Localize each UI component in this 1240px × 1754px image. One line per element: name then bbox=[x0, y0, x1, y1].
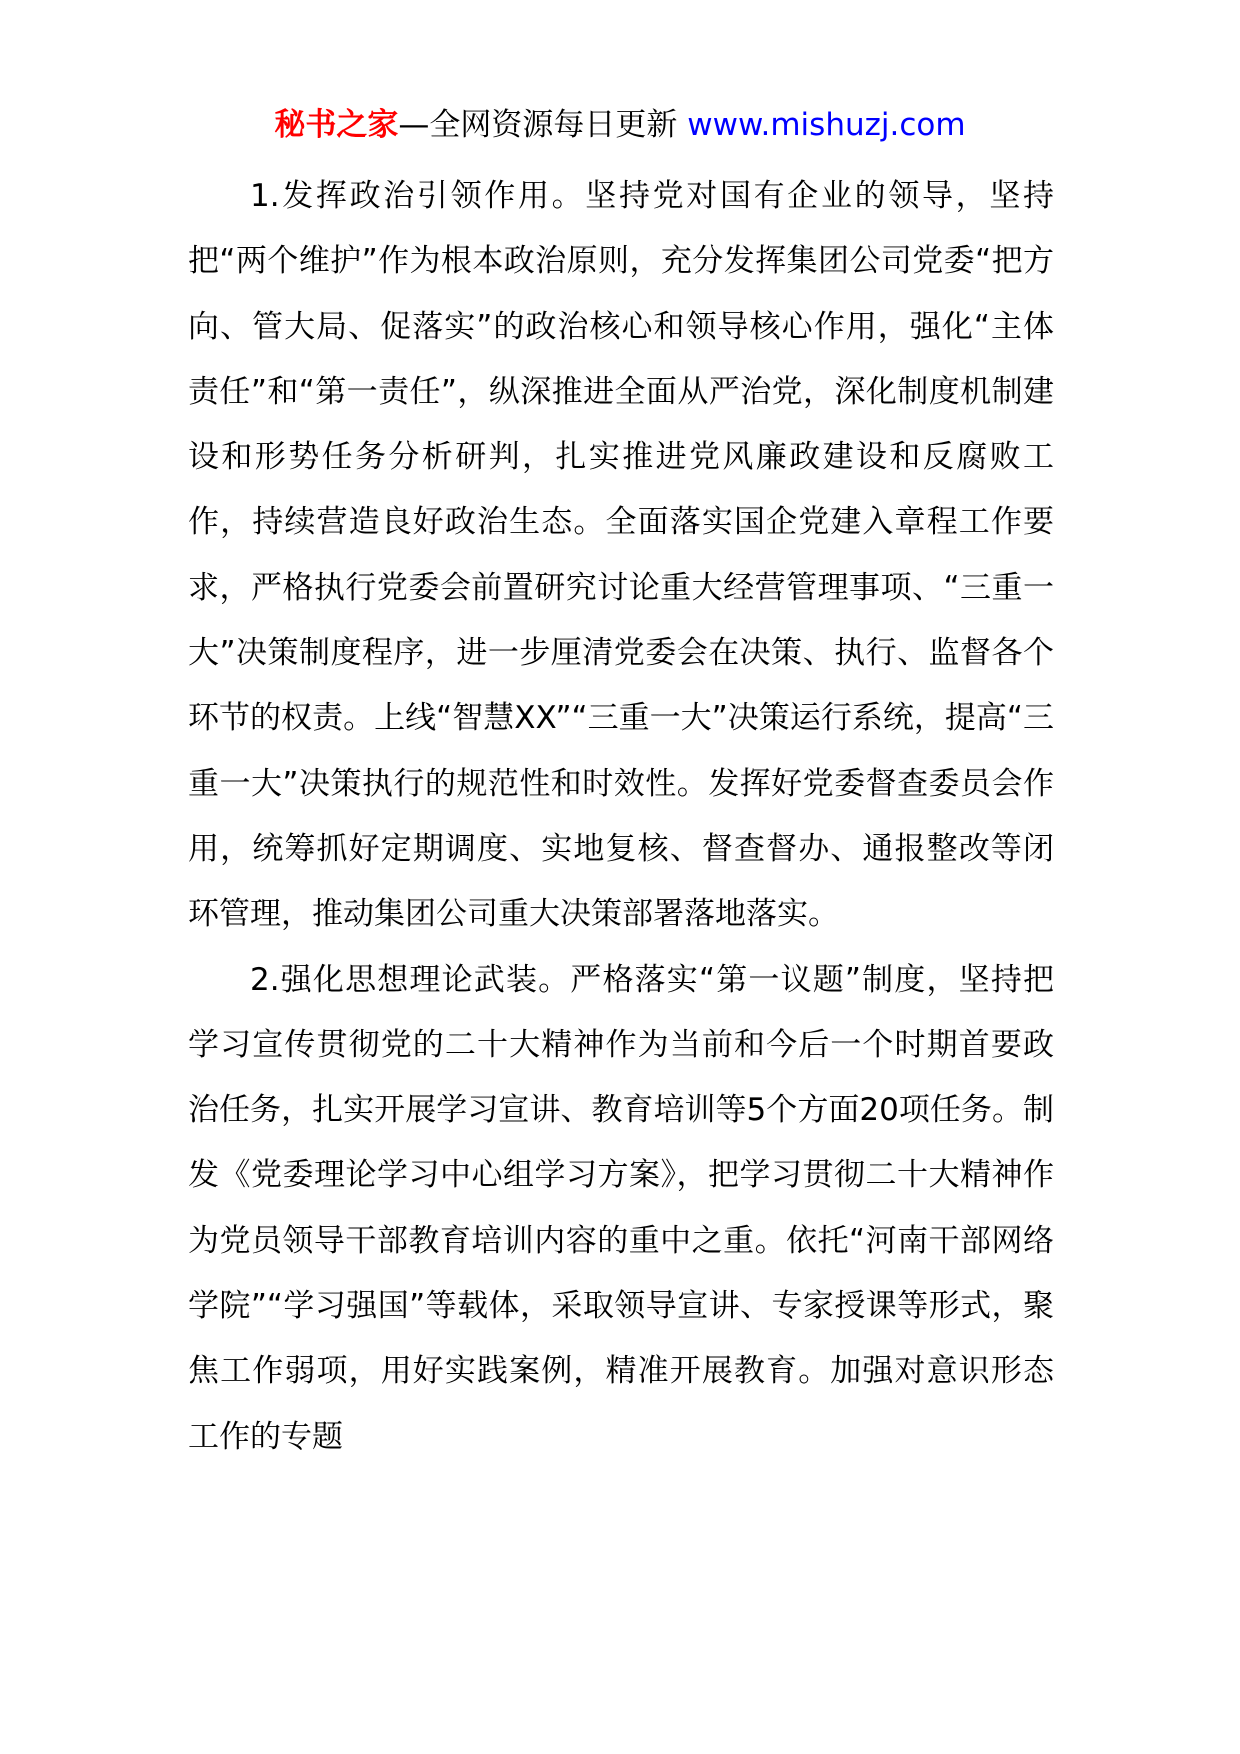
brand-name: 秘书之家 bbox=[274, 107, 399, 143]
paragraph-ideological-theory: 2.强化思想理论武装。严格落实“第一议题”制度，坚持把学习宣传贯彻党的二十大精神作为当前和今后一个时期首要政治任务，扎实开展学习宣讲、教育培训等5个方面20项任务。制发《党委理论学习中心组学习方案》，把学习贯彻二十大精神作为党员领导干部教育培训内容的重中之重。依托“河南干部网络学院”“学习强国”等载体，采取领导宣讲、专家授课等形式，聚焦工作弱项，用好实践案例，精准开展教育。加强对意识形态工作的专题 bbox=[188, 961, 1054, 1455]
site-url[interactable]: www.mishuzj.com bbox=[687, 107, 966, 143]
page-header bbox=[0, 100, 1240, 150]
header-tagline: —全网资源每日更新 bbox=[398, 107, 688, 143]
paragraph-political-leadership: 1.发挥政治引领作用。坚持党对国有企业的领导，坚持把“两个维护”作为根本政治原则，充分发挥集团公司党委“把方向、管大局、促落实”的政治核心和领导核心作用，强化“主体责任”和“第一责任”，纵深推进全面从严治党，深化制度机制建设和形势任务分析研判，扎实推进党风廉政建设和反腐败工作，持续营造良好政治生态。全面落实国企党建入章程工作要求，严格执行党委会前置研究讨论重大经营管理事项、“三重一大”决策制度程序，进一步厘清党委会在决策、执行、监督各个环节的权责。上线“智慧XX”“三重一大”决策运行系统，提高“三重一大”决策执行的规范性和时效性。发挥好党委督查委员会作用，统筹抓好定期调度、实地复核、督查督办、通报整改等闭环管理，推动集团公司重大决策部署落地落实。 bbox=[188, 178, 1054, 933]
document-body bbox=[188, 164, 1054, 1470]
